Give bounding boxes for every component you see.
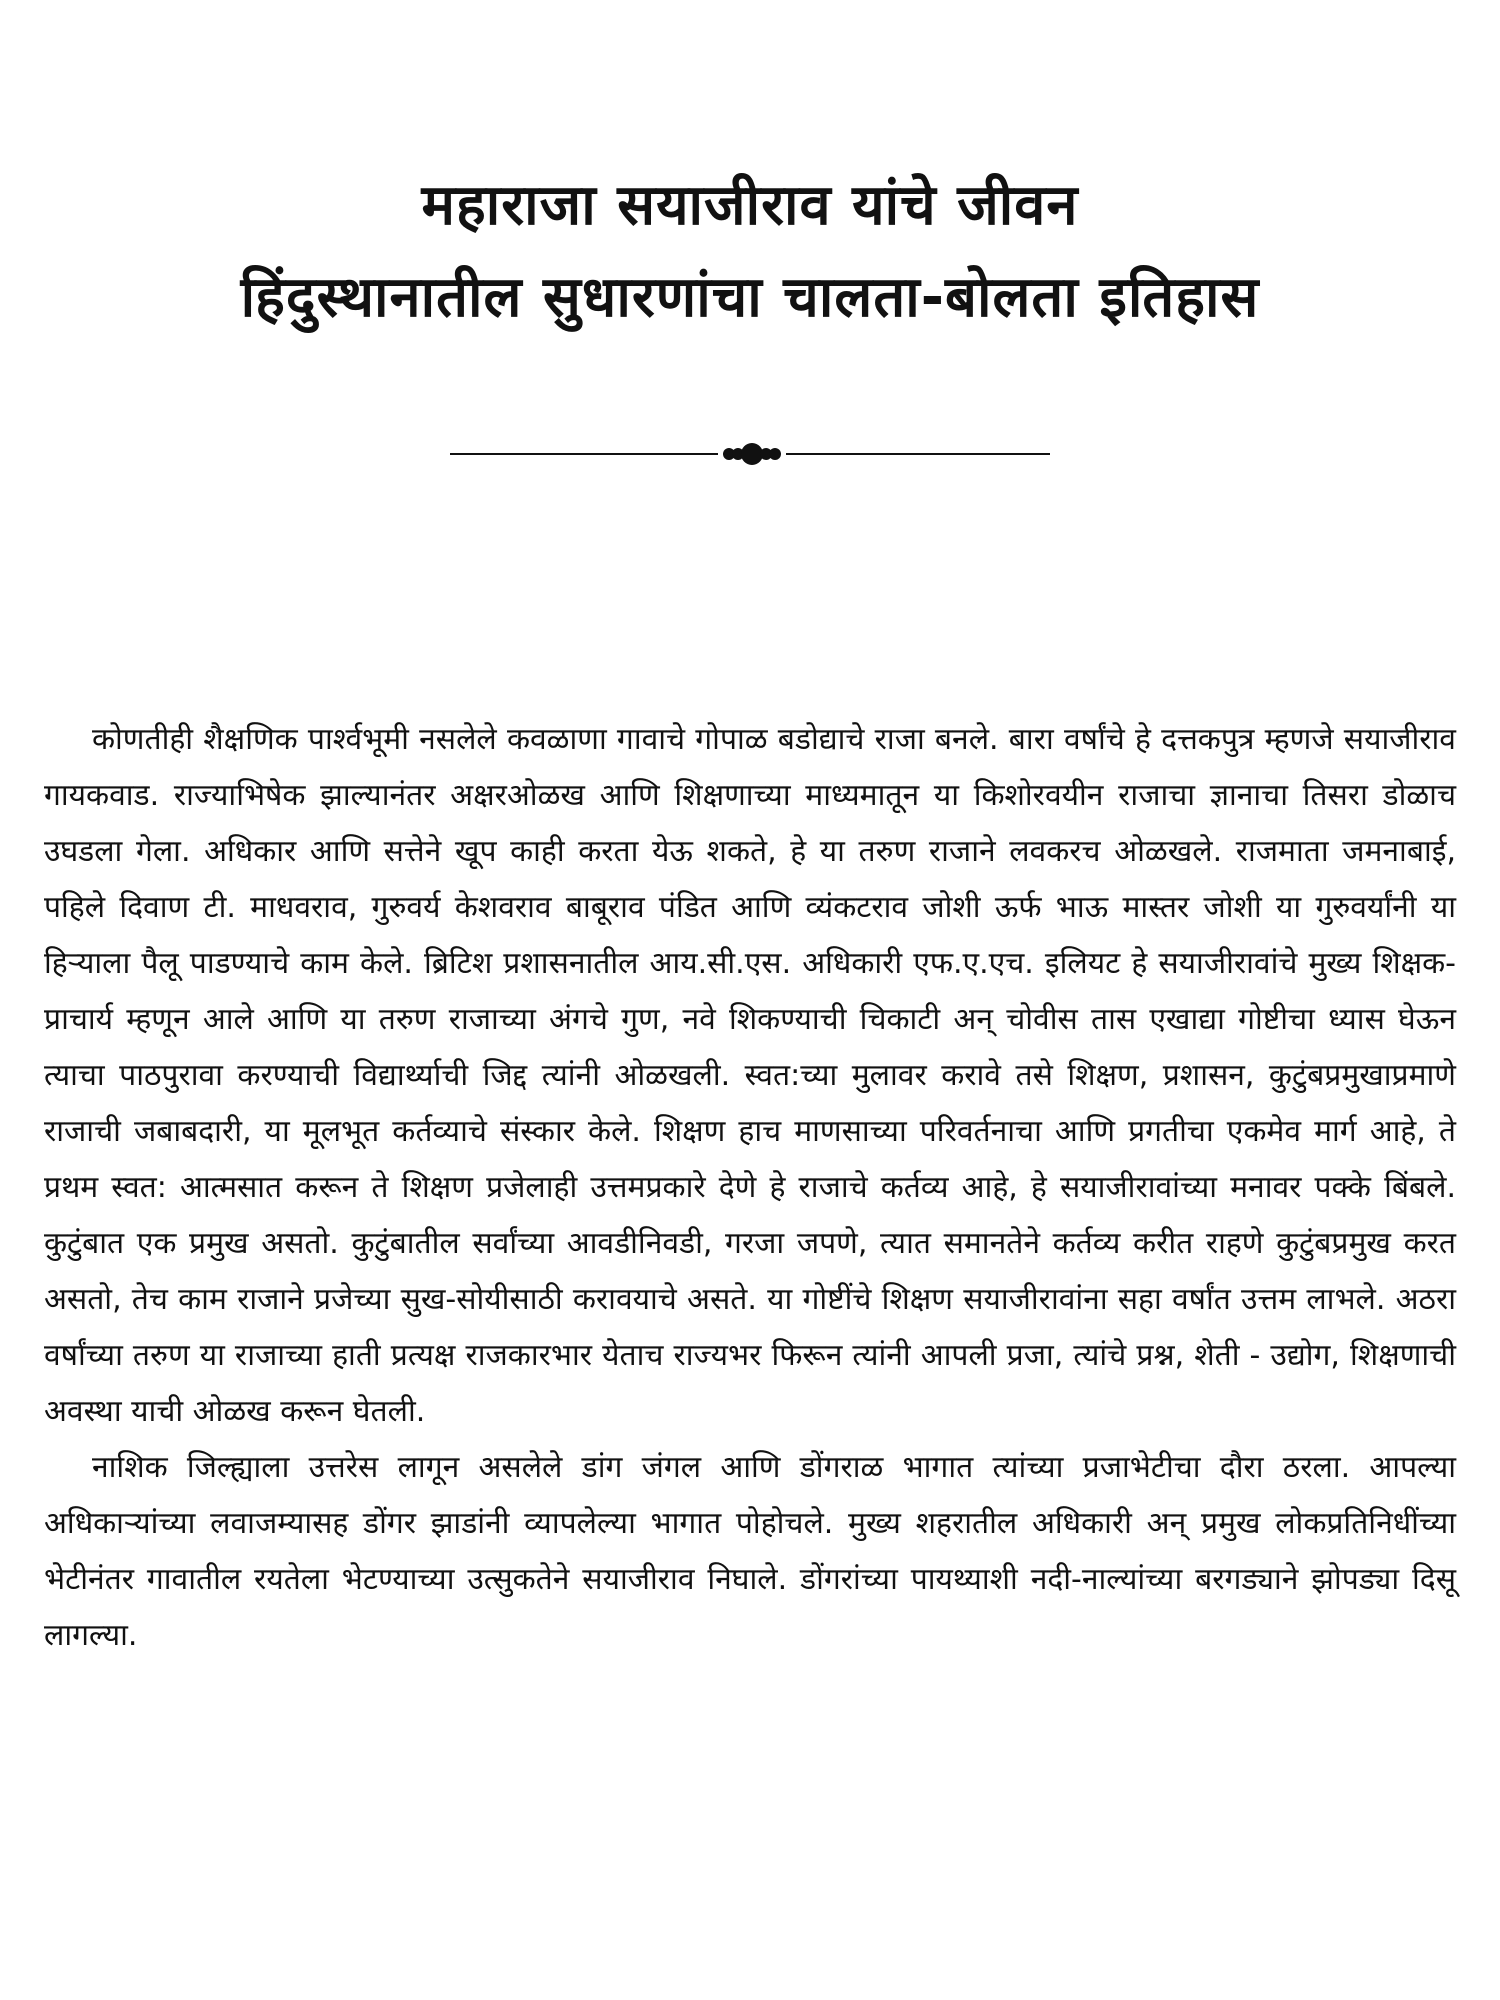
title-line-1: महाराजा सयाजीराव यांचे जीवन	[421, 173, 1079, 238]
body-text	[44, 712, 1456, 1664]
title-line-2: हिंदुस्थानातील सुधारणांचा चालता-बोलता इतिहास	[240, 265, 1260, 330]
paragraph-1: कोणतीही शैक्षणिक पार्श्वभूमी नसलेले कवळाणा गावाचे गोपाळ बडोद्याचे राजा बनले. बारा वर्षांचे हे दत्तकपुत्र म्हणजे सयाजीराव गायकवाड. राज्याभिषेक झाल्यानंतर अक्षरओळख आणि शिक्षणाच्या माध्यमातून या किशोरवयीन राजाचा ज्ञानाचा तिसरा डोळाच उघडला गेला. अधिकार आणि सत्तेने खूप काही करता येऊ शकते, हे या तरुण राजाने लवकरच ओळखले. राजमाता जमनाबाई, पहिले दिवाण टी. माधवराव, गुरुवर्य केशवराव बाबूराव पंडित आणि व्यंकटराव जोशी ऊर्फ भाऊ मास्तर जोशी या गुरुवर्यांनी या हिऱ्याला पैलू पाडण्याचे काम केले. ब्रिटिश प्रशासनातील आय.सी.एस. अधिकारी एफ.ए.एच. इलियट हे सयाजीरावांचे मुख्य शिक्षक-प्राचार्य म्हणून आले आणि या तरुण राजाच्या अंगचे गुण, नवे शिकण्याची चिकाटी अन् चोवीस तास एखाद्या गोष्टीचा ध्यास घेऊन त्याचा पाठपुरावा करण्याची विद्यार्थ्याची जिद्द त्यांनी ओळखली. स्वत:च्या मुलावर करावे तसे शिक्षण, प्रशासन, कुटुंबप्रमुखाप्रमाणे राजाची जबाबदारी, या मूलभूत कर्तव्याचे संस्कार केले. शिक्षण हाच माणसाच्या परिवर्तनाचा आणि प्रगतीचा एकमेव मार्ग आहे, ते प्रथम स्वत: आत्मसात करून ते शिक्षण प्रजेलाही उत्तमप्रकारे देणे हे राजाचे कर्तव्य आहे, हे सयाजीरावांच्या मनावर पक्के बिंबले. कुटुंबात एक प्रमुख असतो. कुटुंबातील सर्वांच्या आवडीनिवडी, गरजा जपणे, त्यात समानतेने कर्तव्य करीत राहणे कुटुंबप्रमुख करत असतो, तेच काम राजाने प्रजेच्या सुख-सोयीसाठी करावयाचे असते. या गोष्टींचे शिक्षण सयाजीरावांना सहा वर्षांत उत्तम लाभले. अठरा वर्षांच्या तरुण या राजाच्या हाती प्रत्यक्ष राजकारभार येताच राज्यभर फिरून त्यांनी आपली प्रजा, त्यांचे प्रश्न, शेती - उद्योग, शिक्षणाची अवस्था याची ओळख करून घेतली.	[44, 722, 1456, 1429]
divider-dot-small-right	[769, 448, 781, 460]
title-block	[0, 160, 1500, 344]
divider-dots-icon	[450, 440, 1050, 468]
divider-dot-large	[741, 443, 763, 465]
paragraph-2: नाशिक जिल्ह्याला उत्तरेस लागून असलेले डांग जंगल आणि डोंगराळ भागात त्यांच्या प्रजाभेटीचा दौरा ठरला. आपल्या अधिकाऱ्यांच्या लवाजम्यासह डोंगर झाडांनी व्यापलेल्या भागात पोहोचले. मुख्य शहरातील अधिकारी अन् प्रमुख लोकप्रतिनिधींच्या भेटीनंतर गावातील रयतेला भेटण्याच्या उत्सुकतेने सयाजीराव निघाले. डोंगरांच्या पायथ्याशी नदी-नाल्यांच्या बरगड्याने झोपड्या दिसू लागल्या.	[44, 1450, 1456, 1653]
